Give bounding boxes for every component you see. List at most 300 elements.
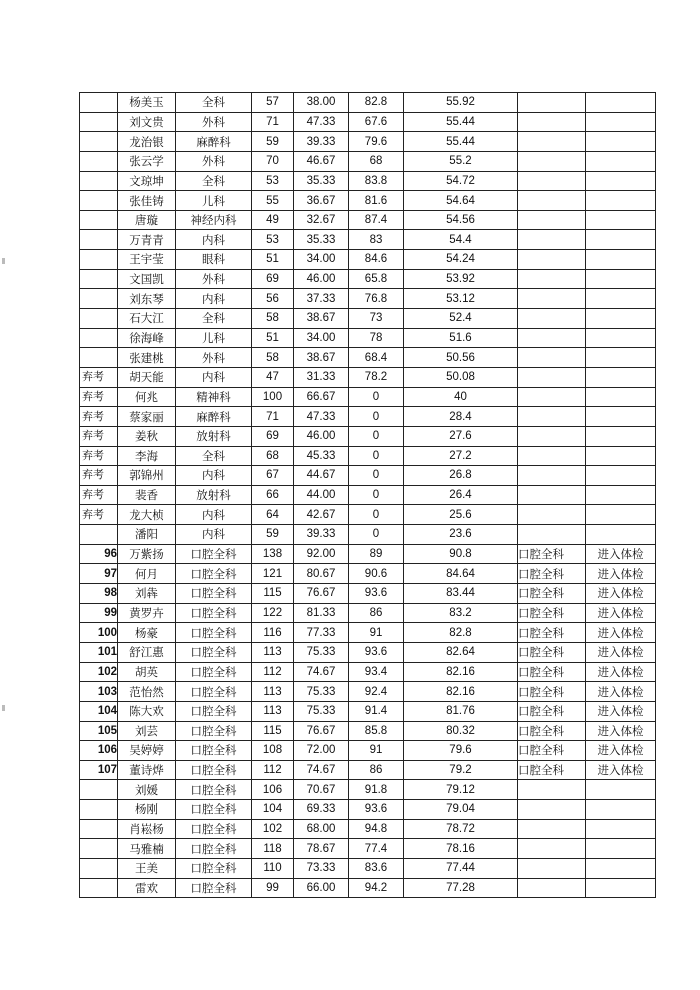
exam-status-cell	[586, 505, 656, 525]
exam-status-cell: 进入体检	[586, 544, 656, 564]
hired-position-cell	[518, 191, 586, 211]
exam-status-cell: 进入体检	[586, 721, 656, 741]
written-weighted-score-cell: 44.00	[294, 485, 349, 505]
department-cell: 内科	[176, 525, 252, 545]
table-row	[80, 269, 656, 289]
candidate-name-cell: 杨豪	[118, 623, 176, 643]
table-row	[80, 544, 656, 564]
total-score-cell: 26.4	[404, 485, 518, 505]
hired-position-cell	[518, 525, 586, 545]
written-score-cell: 113	[252, 701, 294, 721]
table-row	[80, 858, 656, 878]
row-index-cell	[80, 839, 118, 859]
written-score-cell: 49	[252, 210, 294, 230]
written-score-cell: 67	[252, 466, 294, 486]
total-score-cell: 25.6	[404, 505, 518, 525]
candidate-name-cell: 万青青	[118, 230, 176, 250]
department-cell: 口腔全科	[176, 642, 252, 662]
interview-score-cell: 0	[349, 426, 404, 446]
interview-score-cell: 85.8	[349, 721, 404, 741]
total-score-cell: 27.2	[404, 446, 518, 466]
row-index-cell	[80, 191, 118, 211]
department-cell: 儿科	[176, 191, 252, 211]
written-weighted-score-cell: 45.33	[294, 446, 349, 466]
interview-score-cell: 0	[349, 466, 404, 486]
total-score-cell: 80.32	[404, 721, 518, 741]
row-index-cell	[80, 819, 118, 839]
interview-score-cell: 0	[349, 485, 404, 505]
written-weighted-score-cell: 81.33	[294, 603, 349, 623]
hired-position-cell: 口腔全科	[518, 623, 586, 643]
written-weighted-score-cell: 75.33	[294, 642, 349, 662]
candidate-name-cell: 潘阳	[118, 525, 176, 545]
row-index-cell: 100	[80, 623, 118, 643]
candidate-name-cell: 陈大欢	[118, 701, 176, 721]
hired-position-cell	[518, 839, 586, 859]
total-score-cell: 84.64	[404, 564, 518, 584]
row-index-cell: 弃考	[80, 446, 118, 466]
hired-position-cell: 口腔全科	[518, 662, 586, 682]
written-weighted-score-cell: 36.67	[294, 191, 349, 211]
candidate-name-cell: 杨刚	[118, 800, 176, 820]
candidate-name-cell: 文国凯	[118, 269, 176, 289]
candidate-name-cell: 黄罗卉	[118, 603, 176, 623]
hired-position-cell	[518, 858, 586, 878]
hired-position-cell: 口腔全科	[518, 682, 586, 702]
written-score-cell: 112	[252, 662, 294, 682]
candidate-name-cell: 肖崧杨	[118, 819, 176, 839]
written-weighted-score-cell: 73.33	[294, 858, 349, 878]
table-row	[80, 701, 656, 721]
score-table	[79, 92, 656, 898]
hired-position-cell: 口腔全科	[518, 741, 586, 761]
hired-position-cell	[518, 387, 586, 407]
written-score-cell: 71	[252, 407, 294, 427]
hired-position-cell	[518, 505, 586, 525]
row-index-cell	[80, 230, 118, 250]
department-cell: 口腔全科	[176, 603, 252, 623]
department-cell: 麻醉科	[176, 132, 252, 152]
row-index-cell	[80, 93, 118, 113]
table-row	[80, 466, 656, 486]
total-score-cell: 50.56	[404, 348, 518, 368]
candidate-name-cell: 何月	[118, 564, 176, 584]
hired-position-cell: 口腔全科	[518, 642, 586, 662]
written-score-cell: 53	[252, 171, 294, 191]
candidate-name-cell: 张建桃	[118, 348, 176, 368]
row-index-cell	[80, 289, 118, 309]
written-weighted-score-cell: 69.33	[294, 800, 349, 820]
written-score-cell: 112	[252, 760, 294, 780]
total-score-cell: 54.72	[404, 171, 518, 191]
written-weighted-score-cell: 39.33	[294, 132, 349, 152]
department-cell: 口腔全科	[176, 819, 252, 839]
written-weighted-score-cell: 92.00	[294, 544, 349, 564]
exam-status-cell	[586, 289, 656, 309]
interview-score-cell: 73	[349, 309, 404, 329]
row-index-cell	[80, 780, 118, 800]
department-cell: 口腔全科	[176, 623, 252, 643]
total-score-cell: 55.92	[404, 93, 518, 113]
written-score-cell: 115	[252, 584, 294, 604]
exam-status-cell	[586, 407, 656, 427]
exam-status-cell	[586, 250, 656, 270]
table-row	[80, 250, 656, 270]
exam-status-cell: 进入体检	[586, 701, 656, 721]
written-weighted-score-cell: 32.67	[294, 210, 349, 230]
written-weighted-score-cell: 78.67	[294, 839, 349, 859]
written-score-cell: 113	[252, 682, 294, 702]
written-score-cell: 68	[252, 446, 294, 466]
total-score-cell: 82.16	[404, 682, 518, 702]
candidate-name-cell: 胡英	[118, 662, 176, 682]
candidate-name-cell: 郭锦州	[118, 466, 176, 486]
written-score-cell: 53	[252, 230, 294, 250]
exam-status-cell	[586, 210, 656, 230]
hired-position-cell	[518, 93, 586, 113]
row-index-cell	[80, 309, 118, 329]
total-score-cell: 52.4	[404, 309, 518, 329]
table-row	[80, 426, 656, 446]
candidate-name-cell: 刘芸	[118, 721, 176, 741]
exam-status-cell	[586, 858, 656, 878]
table-row	[80, 800, 656, 820]
table-row	[80, 485, 656, 505]
department-cell: 麻醉科	[176, 407, 252, 427]
written-weighted-score-cell: 46.00	[294, 269, 349, 289]
written-weighted-score-cell: 66.00	[294, 878, 349, 898]
exam-status-cell	[586, 132, 656, 152]
interview-score-cell: 78	[349, 328, 404, 348]
exam-status-cell: 进入体检	[586, 760, 656, 780]
written-weighted-score-cell: 46.67	[294, 151, 349, 171]
hired-position-cell	[518, 112, 586, 132]
total-score-cell: 83.2	[404, 603, 518, 623]
hired-position-cell	[518, 485, 586, 505]
written-weighted-score-cell: 35.33	[294, 230, 349, 250]
table-row	[80, 819, 656, 839]
interview-score-cell: 91	[349, 623, 404, 643]
exam-status-cell	[586, 269, 656, 289]
exam-status-cell	[586, 93, 656, 113]
written-weighted-score-cell: 39.33	[294, 525, 349, 545]
hired-position-cell	[518, 819, 586, 839]
interview-score-cell: 68.4	[349, 348, 404, 368]
table-row	[80, 584, 656, 604]
department-cell: 口腔全科	[176, 721, 252, 741]
candidate-name-cell: 范怡然	[118, 682, 176, 702]
row-index-cell: 弃考	[80, 387, 118, 407]
row-index-cell: 96	[80, 544, 118, 564]
total-score-cell: 78.16	[404, 839, 518, 859]
interview-score-cell: 78.2	[349, 367, 404, 387]
interview-score-cell: 93.6	[349, 584, 404, 604]
written-weighted-score-cell: 76.67	[294, 721, 349, 741]
table-row	[80, 289, 656, 309]
row-index-cell: 101	[80, 642, 118, 662]
table-row	[80, 348, 656, 368]
interview-score-cell: 0	[349, 446, 404, 466]
table-row	[80, 603, 656, 623]
hired-position-cell: 口腔全科	[518, 760, 586, 780]
candidate-name-cell: 吴婷婷	[118, 741, 176, 761]
department-cell: 口腔全科	[176, 564, 252, 584]
department-cell: 口腔全科	[176, 760, 252, 780]
exam-status-cell	[586, 387, 656, 407]
table-row	[80, 112, 656, 132]
interview-score-cell: 93.6	[349, 642, 404, 662]
exam-status-cell	[586, 878, 656, 898]
total-score-cell: 54.64	[404, 191, 518, 211]
hired-position-cell	[518, 878, 586, 898]
table-row	[80, 407, 656, 427]
total-score-cell: 79.04	[404, 800, 518, 820]
row-index-cell: 99	[80, 603, 118, 623]
hired-position-cell: 口腔全科	[518, 544, 586, 564]
total-score-cell: 23.6	[404, 525, 518, 545]
exam-status-cell: 进入体检	[586, 741, 656, 761]
department-cell: 神经内科	[176, 210, 252, 230]
table-row	[80, 210, 656, 230]
written-score-cell: 64	[252, 505, 294, 525]
written-score-cell: 69	[252, 269, 294, 289]
total-score-cell: 28.4	[404, 407, 518, 427]
written-score-cell: 58	[252, 348, 294, 368]
interview-score-cell: 86	[349, 603, 404, 623]
table-row	[80, 525, 656, 545]
department-cell: 全科	[176, 93, 252, 113]
table-row	[80, 328, 656, 348]
written-score-cell: 57	[252, 93, 294, 113]
written-score-cell: 69	[252, 426, 294, 446]
table-body	[80, 93, 656, 898]
table-row	[80, 387, 656, 407]
exam-status-cell	[586, 348, 656, 368]
hired-position-cell	[518, 780, 586, 800]
written-score-cell: 121	[252, 564, 294, 584]
department-cell: 外科	[176, 112, 252, 132]
row-index-cell	[80, 328, 118, 348]
candidate-name-cell: 李海	[118, 446, 176, 466]
row-index-cell: 104	[80, 701, 118, 721]
written-weighted-score-cell: 37.33	[294, 289, 349, 309]
row-index-cell	[80, 151, 118, 171]
table-row	[80, 230, 656, 250]
candidate-name-cell: 张云学	[118, 151, 176, 171]
exam-status-cell	[586, 426, 656, 446]
row-index-cell: 弃考	[80, 426, 118, 446]
written-score-cell: 66	[252, 485, 294, 505]
written-score-cell: 108	[252, 741, 294, 761]
written-score-cell: 56	[252, 289, 294, 309]
department-cell: 精神科	[176, 387, 252, 407]
written-score-cell: 138	[252, 544, 294, 564]
department-cell: 内科	[176, 230, 252, 250]
written-weighted-score-cell: 38.67	[294, 348, 349, 368]
written-weighted-score-cell: 72.00	[294, 741, 349, 761]
interview-score-cell: 93.4	[349, 662, 404, 682]
department-cell: 内科	[176, 505, 252, 525]
department-cell: 外科	[176, 269, 252, 289]
table-row	[80, 760, 656, 780]
candidate-name-cell: 刘文贵	[118, 112, 176, 132]
table-row	[80, 642, 656, 662]
written-score-cell: 106	[252, 780, 294, 800]
total-score-cell: 54.24	[404, 250, 518, 270]
interview-score-cell: 0	[349, 407, 404, 427]
written-score-cell: 122	[252, 603, 294, 623]
candidate-name-cell: 刘犇	[118, 584, 176, 604]
department-cell: 内科	[176, 289, 252, 309]
interview-score-cell: 67.6	[349, 112, 404, 132]
interview-score-cell: 65.8	[349, 269, 404, 289]
hired-position-cell	[518, 210, 586, 230]
hired-position-cell	[518, 132, 586, 152]
interview-score-cell: 79.6	[349, 132, 404, 152]
department-cell: 口腔全科	[176, 780, 252, 800]
written-score-cell: 71	[252, 112, 294, 132]
department-cell: 口腔全科	[176, 584, 252, 604]
row-index-cell: 弃考	[80, 505, 118, 525]
interview-score-cell: 91.8	[349, 780, 404, 800]
interview-score-cell: 94.8	[349, 819, 404, 839]
table-row	[80, 446, 656, 466]
written-weighted-score-cell: 75.33	[294, 701, 349, 721]
row-index-cell: 105	[80, 721, 118, 741]
total-score-cell: 79.2	[404, 760, 518, 780]
written-weighted-score-cell: 44.67	[294, 466, 349, 486]
row-index-cell	[80, 112, 118, 132]
total-score-cell: 77.44	[404, 858, 518, 878]
total-score-cell: 54.4	[404, 230, 518, 250]
written-weighted-score-cell: 76.67	[294, 584, 349, 604]
department-cell: 口腔全科	[176, 858, 252, 878]
interview-score-cell: 94.2	[349, 878, 404, 898]
row-index-cell: 106	[80, 741, 118, 761]
written-weighted-score-cell: 74.67	[294, 760, 349, 780]
written-weighted-score-cell: 31.33	[294, 367, 349, 387]
row-index-cell: 98	[80, 584, 118, 604]
written-score-cell: 118	[252, 839, 294, 859]
hired-position-cell: 口腔全科	[518, 564, 586, 584]
table-row	[80, 878, 656, 898]
interview-score-cell: 0	[349, 387, 404, 407]
exam-status-cell: 进入体检	[586, 623, 656, 643]
exam-status-cell	[586, 309, 656, 329]
exam-status-cell	[586, 171, 656, 191]
row-index-cell: 103	[80, 682, 118, 702]
exam-status-cell	[586, 112, 656, 132]
hired-position-cell	[518, 446, 586, 466]
interview-score-cell: 91.4	[349, 701, 404, 721]
interview-score-cell: 83	[349, 230, 404, 250]
interview-score-cell: 0	[349, 525, 404, 545]
interview-score-cell: 68	[349, 151, 404, 171]
hired-position-cell	[518, 466, 586, 486]
candidate-name-cell: 马雅楠	[118, 839, 176, 859]
written-weighted-score-cell: 77.33	[294, 623, 349, 643]
table-row	[80, 780, 656, 800]
written-score-cell: 115	[252, 721, 294, 741]
candidate-name-cell: 董诗烨	[118, 760, 176, 780]
row-index-cell	[80, 858, 118, 878]
candidate-name-cell: 万紫扬	[118, 544, 176, 564]
written-weighted-score-cell: 66.67	[294, 387, 349, 407]
interview-score-cell: 83.8	[349, 171, 404, 191]
table-row	[80, 741, 656, 761]
written-score-cell: 47	[252, 367, 294, 387]
table-row	[80, 721, 656, 741]
table-row	[80, 93, 656, 113]
exam-status-cell: 进入体检	[586, 603, 656, 623]
written-weighted-score-cell: 42.67	[294, 505, 349, 525]
department-cell: 外科	[176, 348, 252, 368]
interview-score-cell: 91	[349, 741, 404, 761]
table-row	[80, 564, 656, 584]
row-index-cell: 97	[80, 564, 118, 584]
hired-position-cell	[518, 151, 586, 171]
row-index-cell: 弃考	[80, 466, 118, 486]
total-score-cell: 53.12	[404, 289, 518, 309]
written-score-cell: 58	[252, 309, 294, 329]
hired-position-cell	[518, 269, 586, 289]
hired-position-cell	[518, 289, 586, 309]
interview-score-cell: 93.6	[349, 800, 404, 820]
interview-score-cell: 0	[349, 505, 404, 525]
written-weighted-score-cell: 35.33	[294, 171, 349, 191]
interview-score-cell: 83.6	[349, 858, 404, 878]
total-score-cell: 26.8	[404, 466, 518, 486]
department-cell: 放射科	[176, 485, 252, 505]
interview-score-cell: 76.8	[349, 289, 404, 309]
department-cell: 儿科	[176, 328, 252, 348]
table-row	[80, 309, 656, 329]
written-weighted-score-cell: 38.00	[294, 93, 349, 113]
written-weighted-score-cell: 80.67	[294, 564, 349, 584]
written-score-cell: 100	[252, 387, 294, 407]
written-weighted-score-cell: 75.33	[294, 682, 349, 702]
exam-status-cell	[586, 191, 656, 211]
exam-status-cell	[586, 367, 656, 387]
written-weighted-score-cell: 47.33	[294, 112, 349, 132]
table-row	[80, 682, 656, 702]
written-score-cell: 55	[252, 191, 294, 211]
interview-score-cell: 87.4	[349, 210, 404, 230]
exam-status-cell	[586, 151, 656, 171]
total-score-cell: 55.44	[404, 132, 518, 152]
interview-score-cell: 86	[349, 760, 404, 780]
written-weighted-score-cell: 70.67	[294, 780, 349, 800]
written-score-cell: 110	[252, 858, 294, 878]
hired-position-cell	[518, 348, 586, 368]
exam-status-cell	[586, 525, 656, 545]
hired-position-cell	[518, 230, 586, 250]
exam-status-cell: 进入体检	[586, 682, 656, 702]
row-index-cell	[80, 269, 118, 289]
candidate-name-cell: 雷欢	[118, 878, 176, 898]
department-cell: 口腔全科	[176, 662, 252, 682]
written-score-cell: 59	[252, 525, 294, 545]
exam-status-cell	[586, 466, 656, 486]
candidate-name-cell: 龙治银	[118, 132, 176, 152]
exam-status-cell: 进入体检	[586, 642, 656, 662]
table-row	[80, 151, 656, 171]
candidate-name-cell: 文琼坤	[118, 171, 176, 191]
candidate-name-cell: 蔡家丽	[118, 407, 176, 427]
written-score-cell: 99	[252, 878, 294, 898]
table-row	[80, 839, 656, 859]
interview-score-cell: 77.4	[349, 839, 404, 859]
